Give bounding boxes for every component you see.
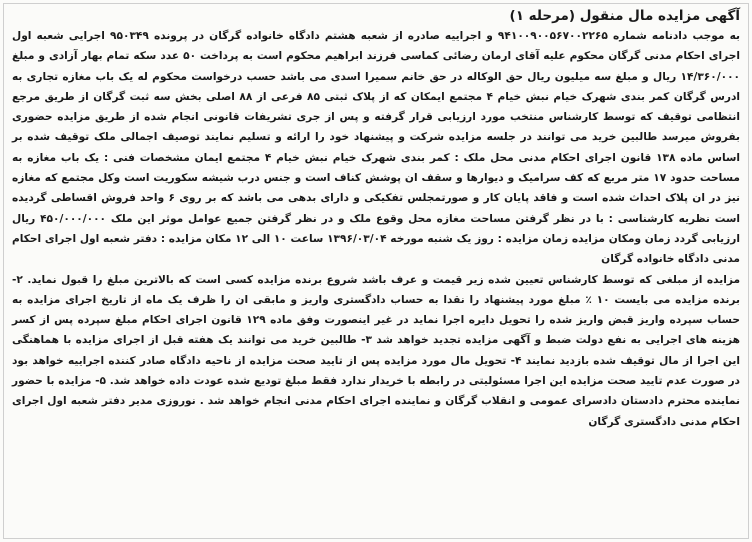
notice-paragraph-1: به موجب دادنامه شماره ۹۴۱۰۰۹۰۰۵۶۷۰۰۲۲۶۵ و اجراییه صادره از شعبه هشتم دادگاه خانواده گرگان در پرونده ۹۵۰۳۴۹ اجرایی شعبه اول اجرای احکام مدنی گرگان محکوم علیه آقای ارمان رضائی کماسی فرزند ابراهیم محکوم است به پرداخت ۵۰ عدد سکه تمام بهار آزادی و مبلغ ۱۴/۳۶۰/۰۰۰ ریال و مبلغ سه میلیون ریال حق الوکاله در حق خانم سمیرا اسدی می باشد حسب درخواست محکوم له یک باب مغازه تجاری به ادرس گرگان کمر بندی شهرک خیام نبش خیام ۴ مجتمع ایمکان که از پلاک ثبتی ۸۵ فرعی از ۸۸ اصلی بخش سه ثبت گرگان از طریق مرجع انتظامی توقیف که توسط کارشناس منتخب مورد ارزیابی قرار گرفته و پس از جری تشریفات قانونی انجام شده از طریق مزایده حضوری بفروش میرسد طالبین خرید می توانند در جلسه مزایده شرکت و پیشنهاد خود را ارائه و تسلیم نمایند توصیف اجمالی ملک توقیف شده بر اساس ماده ۱۳۸ قانون اجرای احکام مدنی محل ملک : کمر بندی شهرک خیام نبش خیام ۴ مجتمع ایمان مشخصات فنی : یک باب مغازه به مساحت حدود ۱۷ متر مربع که کف سرامیک و دیوارها و سقف ان پوشش کناف است و جنس درب شیشه سکوریت است وکل مجتمع که مغازه نیز در ان پلاک احداث شده است و فاقد پایان کار و صورتمجلس تفکیکی و دارای بدهی می باشد که بر روی ۶ واحد فروش اقساطی گردیده است نظریه کارشناسی : با در نظر گرفتن مساحت مغازه محل وقوع ملک و در نظر گرفتن جمیع عوامل موثر این ملک ۴۵۰/۰۰۰/۰۰۰ ریال ارزیابی گردد زمان ومکان مزایده زمان مزایده : روز یک شنبه مورخه ۱۳۹۶/۰۳/۰۴ ساعت ۱۰ الی ۱۲ مکان مزایده : دفتر شعبه اول اجرای احکام مدنی دادگاه خانواده گرگان [12, 30, 741, 266]
notice-content [12, 6, 740, 538]
notice-paragraph-2: مزایده از مبلغی که توسط کارشناس تعیین شده زیر قیمت و عرف باشد شروع برنده مزایده کسی است که بالاترین مبلغ را قبول نماید. ۲- برنده مزایده می بایست ۱۰ ٪ مبلغ مورد پیشنهاد را نقدا به حساب دادگستری واریز و مابقی ان را ظرف یک ماه از تاریخ اجرای مزایده به حساب سپرده واریز قبض واریز شده را تحویل دایره اجرا نماید در غیر اینصورت وفق ماده ۱۲۹ قانون اجرای احکام مبلغ سپرده پس از کسر هزینه های اجرایی به نفع دولت ضبط و آگهی مزایده تجدید خواهد شد ۳- طالبین خرید می توانند یک هفته قبل از اجرای مزایده با هماهنگی این اجرا از مال توقیف شده بازدید نمایند ۴- تحویل مال مورد مزایده پس از تایید صحت مزایده از ناحیه دادگاه صادر کننده اجراییه خواهد بود در صورت عدم تایید صحت مزایده این اجرا مسئولیتی در رابطه با خریدار ندارد فقط مبلغ تودیع شده عودت داده خواهد شد. ۵- مزایده با حضور نماینده محترم دادستان دادسرای عمومی و انقلاب گرگان و نماینده اجرای احکام مدنی انجام خواهد شد . نوروزی مدیر دفتر شعبه اول اجرای احکام مدنی دادگستری گرگان [12, 273, 741, 428]
notice-title: آگهی مزایده مال منقول (مرحله ۱) [509, 8, 740, 24]
